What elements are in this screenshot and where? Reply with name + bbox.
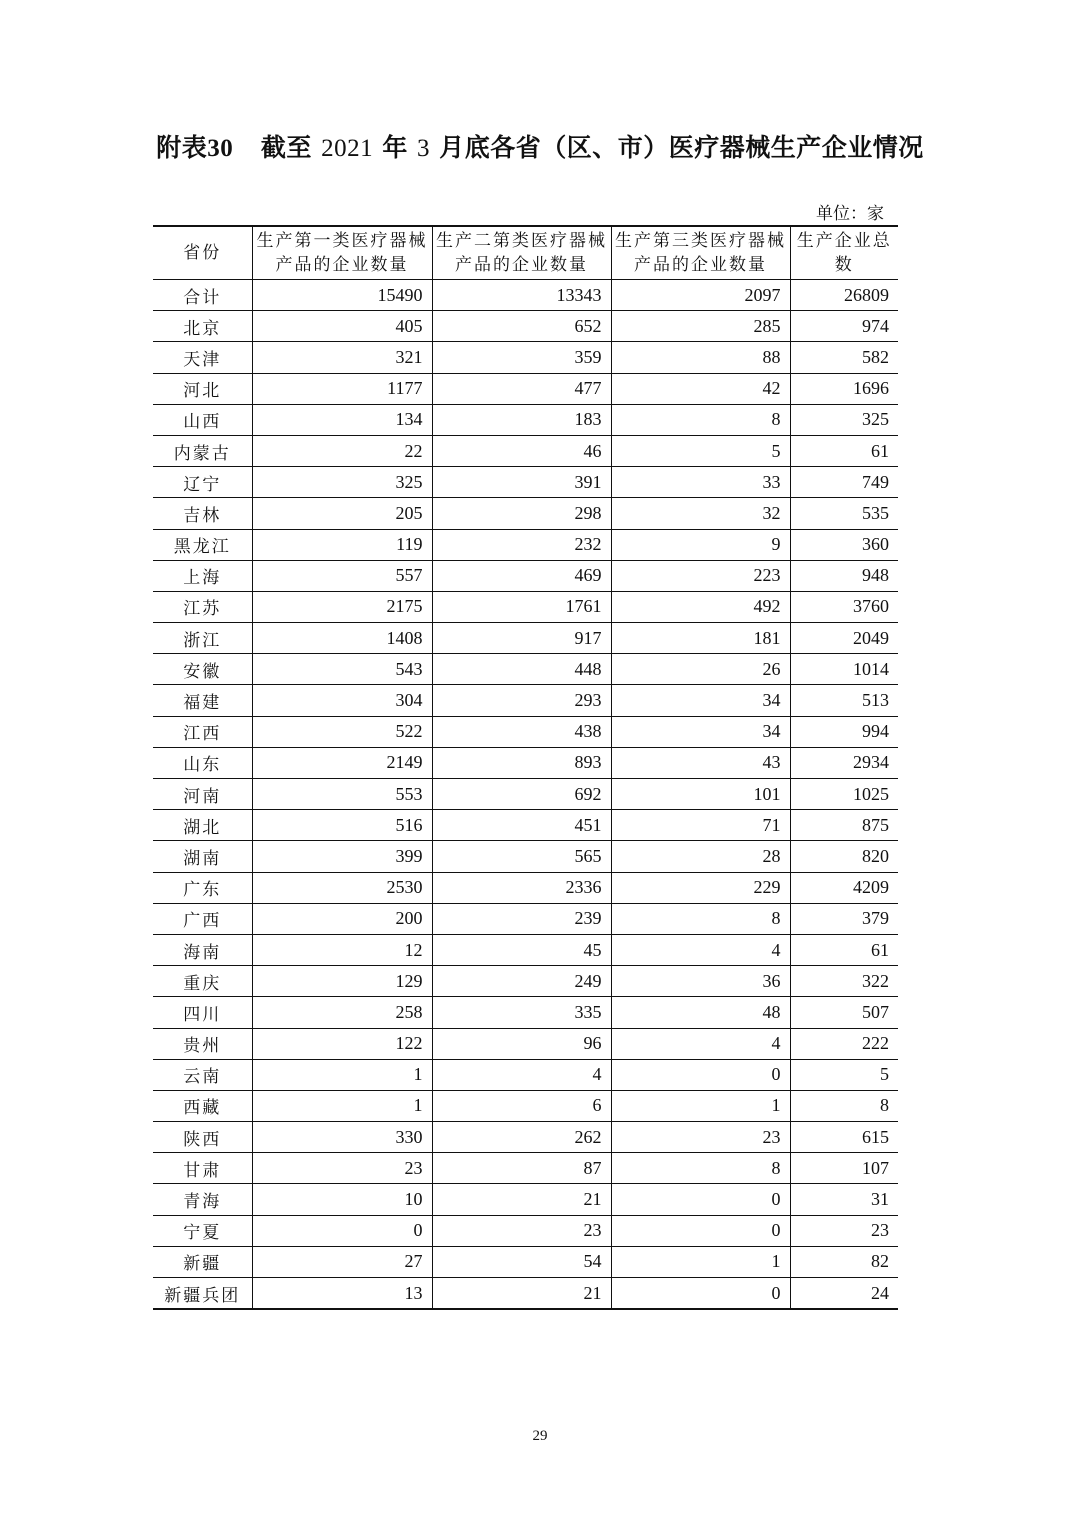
total-cell: 23 — [790, 1215, 898, 1246]
total-cell: 615 — [790, 1122, 898, 1153]
class3-cell: 0 — [611, 1184, 790, 1215]
province-cell: 黑龙江 — [153, 529, 252, 560]
class3-cell: 101 — [611, 779, 790, 810]
class2-cell: 6 — [432, 1090, 611, 1121]
table-row — [153, 1184, 898, 1215]
table-body — [153, 280, 898, 1310]
class3-cell: 8 — [611, 1153, 790, 1184]
class3-cell: 181 — [611, 623, 790, 654]
class2-cell: 45 — [432, 934, 611, 965]
class1-cell: 2530 — [252, 872, 432, 903]
class3-cell: 71 — [611, 810, 790, 841]
class2-cell: 46 — [432, 435, 611, 466]
table-header-row — [153, 226, 898, 280]
total-cell: 582 — [790, 342, 898, 373]
province-cell: 海南 — [153, 934, 252, 965]
class3-cell: 8 — [611, 404, 790, 435]
table-row — [153, 311, 898, 342]
province-cell: 北京 — [153, 311, 252, 342]
class3-cell: 88 — [611, 342, 790, 373]
title-text-b: 年 — [382, 133, 408, 162]
class1-cell: 258 — [252, 997, 432, 1028]
class2-cell: 469 — [432, 560, 611, 591]
province-cell: 重庆 — [153, 966, 252, 997]
total-cell: 749 — [790, 467, 898, 498]
province-cell: 宁夏 — [153, 1215, 252, 1246]
table-row — [153, 342, 898, 373]
data-table-container — [153, 225, 898, 1310]
class1-cell: 405 — [252, 311, 432, 342]
class2-cell: 477 — [432, 373, 611, 404]
table-row — [153, 529, 898, 560]
province-cell: 山东 — [153, 747, 252, 778]
class3-cell: 492 — [611, 591, 790, 622]
class1-cell: 543 — [252, 654, 432, 685]
total-cell: 535 — [790, 498, 898, 529]
unit-label: 单位：家 — [816, 204, 884, 224]
class2-cell: 54 — [432, 1246, 611, 1277]
class3-cell: 2097 — [611, 280, 790, 311]
total-cell: 61 — [790, 934, 898, 965]
total-cell: 1014 — [790, 654, 898, 685]
province-cell: 河南 — [153, 779, 252, 810]
class1-cell: 325 — [252, 467, 432, 498]
title-prefix: 附表 — [156, 133, 208, 162]
table-row — [153, 373, 898, 404]
class3-cell: 36 — [611, 966, 790, 997]
table-row — [153, 810, 898, 841]
table-row — [153, 747, 898, 778]
class2-cell: 183 — [432, 404, 611, 435]
total-cell: 507 — [790, 997, 898, 1028]
class2-cell: 239 — [432, 903, 611, 934]
province-cell: 安徽 — [153, 654, 252, 685]
province-cell: 新疆兵团 — [153, 1278, 252, 1310]
total-cell: 24 — [790, 1278, 898, 1310]
class1-cell: 15490 — [252, 280, 432, 311]
header-total-count: 生产企业总数 — [790, 226, 898, 280]
class2-cell: 2336 — [432, 872, 611, 903]
class2-cell: 87 — [432, 1153, 611, 1184]
total-cell: 26809 — [790, 280, 898, 311]
table-row — [153, 1059, 898, 1090]
table-row — [153, 1246, 898, 1277]
class1-cell: 2175 — [252, 591, 432, 622]
province-cell: 湖北 — [153, 810, 252, 841]
class2-cell: 335 — [432, 997, 611, 1028]
total-cell: 8 — [790, 1090, 898, 1121]
class2-cell: 893 — [432, 747, 611, 778]
total-cell: 1025 — [790, 779, 898, 810]
class2-cell: 13343 — [432, 280, 611, 311]
total-cell: 322 — [790, 966, 898, 997]
table-row — [153, 1090, 898, 1121]
class3-cell: 1 — [611, 1090, 790, 1121]
province-cell: 云南 — [153, 1059, 252, 1090]
class2-cell: 652 — [432, 311, 611, 342]
table-row — [153, 779, 898, 810]
class1-cell: 321 — [252, 342, 432, 373]
class1-cell: 205 — [252, 498, 432, 529]
data-table — [153, 225, 898, 1310]
class1-cell: 516 — [252, 810, 432, 841]
province-cell: 吉林 — [153, 498, 252, 529]
total-cell: 222 — [790, 1028, 898, 1059]
total-cell: 3760 — [790, 591, 898, 622]
class2-cell: 451 — [432, 810, 611, 841]
class1-cell: 119 — [252, 529, 432, 560]
class2-cell: 23 — [432, 1215, 611, 1246]
table-row — [153, 560, 898, 591]
class2-cell: 293 — [432, 685, 611, 716]
total-cell: 82 — [790, 1246, 898, 1277]
total-cell: 948 — [790, 560, 898, 591]
class1-cell: 122 — [252, 1028, 432, 1059]
table-row — [153, 591, 898, 622]
header-province: 省份 — [153, 226, 252, 280]
class2-cell: 262 — [432, 1122, 611, 1153]
class1-cell: 304 — [252, 685, 432, 716]
class1-cell: 330 — [252, 1122, 432, 1153]
class1-cell: 23 — [252, 1153, 432, 1184]
province-cell: 广西 — [153, 903, 252, 934]
class1-cell: 200 — [252, 903, 432, 934]
total-cell: 820 — [790, 841, 898, 872]
province-cell: 西藏 — [153, 1090, 252, 1121]
table-row — [153, 966, 898, 997]
title-year: 2021 — [321, 135, 374, 162]
total-cell: 875 — [790, 810, 898, 841]
class1-cell: 2149 — [252, 747, 432, 778]
class3-cell: 223 — [611, 560, 790, 591]
class2-cell: 21 — [432, 1184, 611, 1215]
total-cell: 107 — [790, 1153, 898, 1184]
class3-cell: 0 — [611, 1215, 790, 1246]
class1-cell: 1 — [252, 1059, 432, 1090]
class3-cell: 4 — [611, 1028, 790, 1059]
class2-cell: 448 — [432, 654, 611, 685]
class3-cell: 0 — [611, 1059, 790, 1090]
class1-cell: 0 — [252, 1215, 432, 1246]
class3-cell: 1 — [611, 1246, 790, 1277]
table-row — [153, 623, 898, 654]
province-cell: 湖南 — [153, 841, 252, 872]
class3-cell: 8 — [611, 903, 790, 934]
class1-cell: 553 — [252, 779, 432, 810]
province-cell: 四川 — [153, 997, 252, 1028]
province-cell: 辽宁 — [153, 467, 252, 498]
class3-cell: 5 — [611, 435, 790, 466]
class3-cell: 0 — [611, 1278, 790, 1310]
table-row — [153, 1215, 898, 1246]
class1-cell: 1 — [252, 1090, 432, 1121]
class3-cell: 4 — [611, 934, 790, 965]
title-month: 3 — [417, 135, 431, 162]
total-cell: 513 — [790, 685, 898, 716]
class1-cell: 129 — [252, 966, 432, 997]
province-cell: 陕西 — [153, 1122, 252, 1153]
table-row — [153, 498, 898, 529]
province-cell: 天津 — [153, 342, 252, 373]
class2-cell: 4 — [432, 1059, 611, 1090]
class1-cell: 10 — [252, 1184, 432, 1215]
header-class3-count: 生产第三类医疗器械产品的企业数量 — [611, 226, 790, 280]
class1-cell: 12 — [252, 934, 432, 965]
table-row — [153, 1153, 898, 1184]
class3-cell: 43 — [611, 747, 790, 778]
table-row — [153, 1278, 898, 1310]
class3-cell: 28 — [611, 841, 790, 872]
total-cell: 61 — [790, 435, 898, 466]
class2-cell: 438 — [432, 716, 611, 747]
class1-cell: 1408 — [252, 623, 432, 654]
class1-cell: 1177 — [252, 373, 432, 404]
class3-cell: 229 — [611, 872, 790, 903]
class2-cell: 917 — [432, 623, 611, 654]
total-cell: 974 — [790, 311, 898, 342]
province-cell: 青海 — [153, 1184, 252, 1215]
table-row — [153, 841, 898, 872]
table-row — [153, 872, 898, 903]
table-row — [153, 903, 898, 934]
class3-cell: 23 — [611, 1122, 790, 1153]
table-title — [0, 128, 1080, 164]
province-cell: 浙江 — [153, 623, 252, 654]
class2-cell: 359 — [432, 342, 611, 373]
province-cell: 上海 — [153, 560, 252, 591]
header-class2-count: 生产二第类医疗器械产品的企业数量 — [432, 226, 611, 280]
province-cell: 江苏 — [153, 591, 252, 622]
class2-cell: 298 — [432, 498, 611, 529]
total-cell: 4209 — [790, 872, 898, 903]
province-cell: 广东 — [153, 872, 252, 903]
class1-cell: 557 — [252, 560, 432, 591]
class3-cell: 34 — [611, 685, 790, 716]
total-cell: 31 — [790, 1184, 898, 1215]
province-cell: 河北 — [153, 373, 252, 404]
class2-cell: 391 — [432, 467, 611, 498]
table-row — [153, 1028, 898, 1059]
table-row — [153, 997, 898, 1028]
table-row — [153, 934, 898, 965]
class3-cell: 48 — [611, 997, 790, 1028]
title-code: 30 — [207, 135, 234, 162]
total-cell: 5 — [790, 1059, 898, 1090]
title-text-a: 截至 — [260, 133, 312, 162]
province-cell: 新疆 — [153, 1246, 252, 1277]
province-cell: 福建 — [153, 685, 252, 716]
total-cell: 1696 — [790, 373, 898, 404]
class2-cell: 96 — [432, 1028, 611, 1059]
class2-cell: 21 — [432, 1278, 611, 1310]
class2-cell: 232 — [432, 529, 611, 560]
total-cell: 2049 — [790, 623, 898, 654]
class2-cell: 692 — [432, 779, 611, 810]
table-row — [153, 685, 898, 716]
class2-cell: 1761 — [432, 591, 611, 622]
class3-cell: 285 — [611, 311, 790, 342]
page-number: 29 — [532, 1428, 548, 1444]
table-row — [153, 654, 898, 685]
class3-cell: 33 — [611, 467, 790, 498]
class3-cell: 9 — [611, 529, 790, 560]
class1-cell: 134 — [252, 404, 432, 435]
province-cell: 内蒙古 — [153, 435, 252, 466]
province-cell: 甘肃 — [153, 1153, 252, 1184]
table-row — [153, 280, 898, 311]
header-class1-count: 生产第一类医疗器械产品的企业数量 — [252, 226, 432, 280]
province-cell: 合计 — [153, 280, 252, 311]
class1-cell: 27 — [252, 1246, 432, 1277]
total-cell: 379 — [790, 903, 898, 934]
class3-cell: 42 — [611, 373, 790, 404]
total-cell: 360 — [790, 529, 898, 560]
class1-cell: 522 — [252, 716, 432, 747]
class1-cell: 22 — [252, 435, 432, 466]
province-cell: 山西 — [153, 404, 252, 435]
class1-cell: 13 — [252, 1278, 432, 1310]
table-row — [153, 404, 898, 435]
class2-cell: 565 — [432, 841, 611, 872]
title-text-c: 月底各省（区、市）医疗器械生产企业情况 — [439, 133, 924, 162]
total-cell: 994 — [790, 716, 898, 747]
class3-cell: 26 — [611, 654, 790, 685]
table-row — [153, 467, 898, 498]
class3-cell: 34 — [611, 716, 790, 747]
province-cell: 江西 — [153, 716, 252, 747]
table-row — [153, 716, 898, 747]
table-row — [153, 435, 898, 466]
province-cell: 贵州 — [153, 1028, 252, 1059]
class1-cell: 399 — [252, 841, 432, 872]
table-row — [153, 1122, 898, 1153]
class3-cell: 32 — [611, 498, 790, 529]
class2-cell: 249 — [432, 966, 611, 997]
total-cell: 325 — [790, 404, 898, 435]
total-cell: 2934 — [790, 747, 898, 778]
